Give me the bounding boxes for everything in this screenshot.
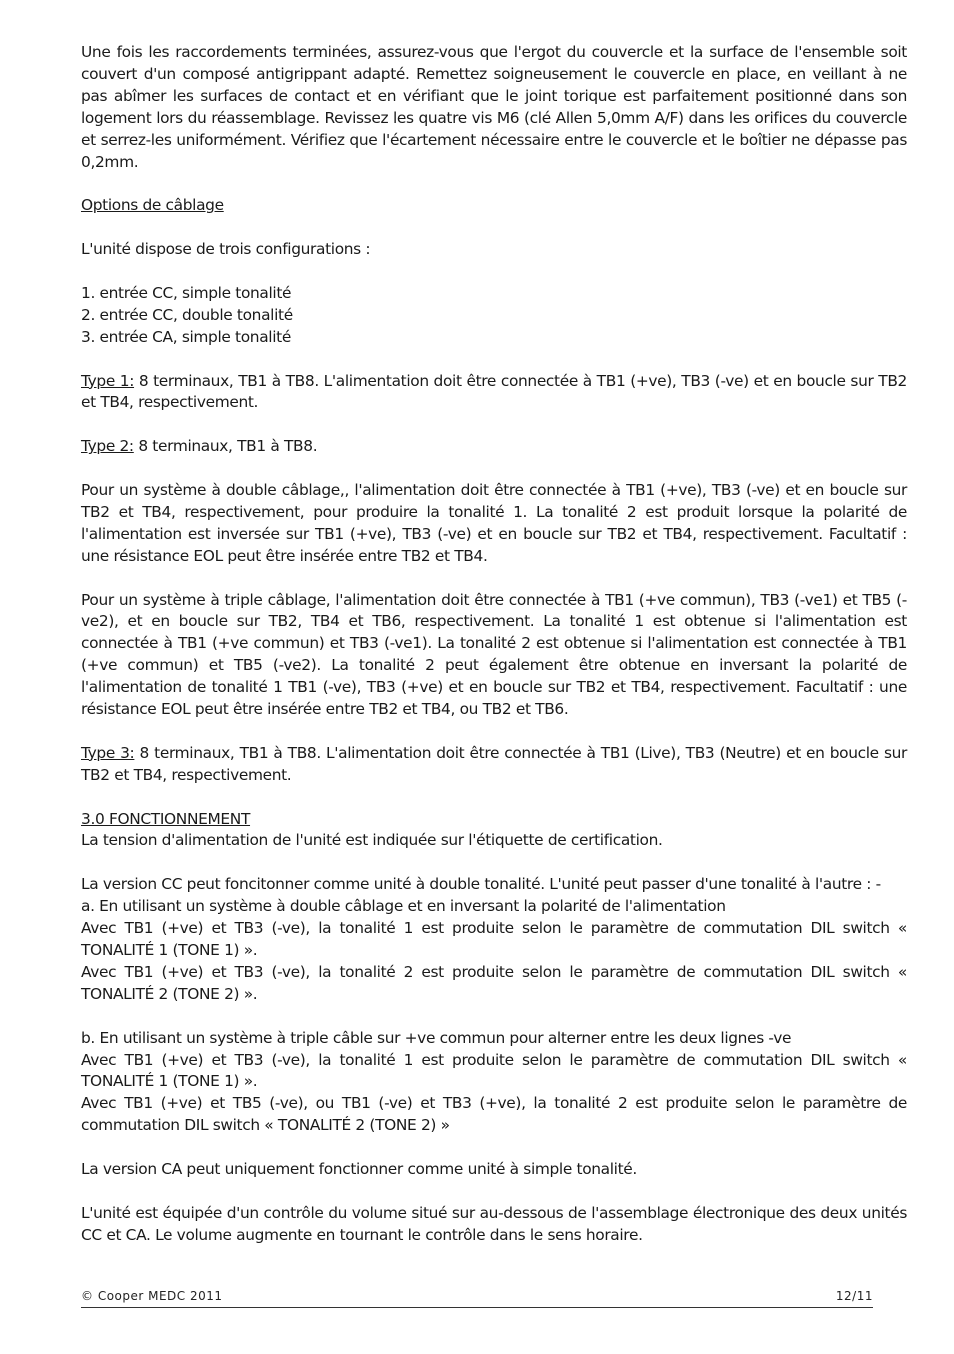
type2-text: 8 terminaux, TB1 à TB8.: [133, 437, 318, 456]
config-item-1: 1. entrée CC, simple tonalité: [81, 283, 292, 302]
type1-label: Type 1:: [81, 371, 135, 390]
option-b-block: [81, 1028, 907, 1138]
config-item-2: 2. entrée CC, double tonalité: [81, 305, 293, 324]
type3-text: 8 terminaux, TB1 à TB8. L'alimentation doit être connectée à TB1 (Live), TB3 (Neutre) et en boucle sur TB2 et TB4, respectivement.: [81, 743, 907, 784]
footer-divider: [81, 1307, 873, 1308]
footer-page-ref: 12/11: [835, 1289, 873, 1303]
config-item-3: 3. entrée CA, simple tonalité: [81, 327, 291, 346]
option-a-line: a. En utilisant un système à double câblage et en inversant la polarité de l'alimentation: [81, 897, 726, 916]
ca-version-paragraph: La version CA peut uniquement fonctionner comme unité à simple tonalité.: [81, 1160, 637, 1179]
option-b-line: b. En utilisant un système à triple câble sur +ve commun pour alterner entre les deux lignes -ve: [81, 1028, 792, 1047]
fonctionnement-heading: [81, 809, 907, 831]
tension-paragraph: La tension d'alimentation de l'unité est indiquée sur l'étiquette de certification.: [81, 831, 663, 850]
volume-paragraph: L'unité est équipée d'un contrôle du volume situé sur au-dessous de l'assemblage électronique des deux unités CC et CA. Le volume augmente en tournant le contrôle dans le sens horaire.: [81, 1203, 907, 1244]
type2-paragraph: [81, 436, 907, 458]
document-body: [81, 42, 907, 1269]
config-list: [81, 283, 907, 349]
configs-intro: L'unité dispose de trois configurations :: [81, 240, 371, 259]
type3-label: Type 3:: [81, 743, 135, 762]
type2-label: Type 2:: [81, 437, 134, 456]
intro-paragraph: Une fois les raccordements terminées, assurez-vous que l'ergot du couvercle et la surface de l'ensemble soit couvert d'un composé antigrippant adapté. Remettez soigneusement le couvercle en place, en veillant à ne pas abîmer les surfaces de contact et en vérifiant que le joint torique est parfaitement positionné dans son logement lors du réassemblage. Revissez les quatre vis M6 (clé Allen 5,0mm A/F) dans les orifices du couvercle et serrez-les uniformément. Vérifiez que l'écartement nécessaire entre le couvercle et le boîtier ne dépasse pas 0,2mm.: [81, 43, 907, 171]
triple-cablage-paragraph: Pour un système à triple câblage, l'alimentation doit être connectée à TB1 (+ve commun), TB3 (-ve1) et TB5 (-ve2), et en boucle sur TB2, TB4 et TB6, respectivement. La tonalité 1 est obtenue si l'alimentation est connectée à TB1 (+ve commun) et TB3 (-ve1). La tonalité 2 est obtenue si l'alimentation est connectée à TB1 (+ve commun) et TB5 (-ve2). La tonalité 2 peut également être obtenue en inversant la polarité de l'alimentation de tonalité 1 TB1 (-ve), TB3 (+ve) et en boucle sur TB2 et TB4, respectivement. Facultatif : une résistance EOL peut être insérée entre TB2 et TB4, ou TB2 et TB6.: [81, 590, 907, 719]
option-a-tone1: Avec TB1 (+ve) et TB3 (-ve), la tonalité 1 est produite selon le paramètre de commutation DIL switch « TONALITÉ 1 (TONE 1) ».: [81, 919, 907, 959]
type1-paragraph: [81, 371, 907, 415]
cc-version-line: La version CC peut foncitonner comme unité à double tonalité. L'unité peut passer d'une tonalité à l'autre : -: [81, 875, 881, 894]
options-heading: [81, 195, 907, 217]
option-b-tone1: Avec TB1 (+ve) et TB3 (-ve), la tonalité 1 est produite selon le paramètre de commutation DIL switch « TONALITÉ 1 (TONE 1) ».: [81, 1050, 907, 1091]
double-cablage-paragraph: Pour un système à double câblage,, l'alimentation doit être connectée à TB1 (+ve), TB3 (-ve) et en boucle sur TB2 et TB4, respectivement, pour produire la tonalité 1. La tonalité 2 est produit lorsque la polarité de l'alimentation est inversée sur TB1 (+ve), TB3 (-ve) et en boucle sur TB2 et TB4, respectivement. Facultatif : une résistance EOL peut être insérée entre TB2 et TB4.: [81, 481, 907, 565]
option-b-tone2: Avec TB1 (+ve) et TB5 (-ve), ou TB1 (-ve) et TB3 (+ve), la tonalité 2 est produite selon le paramètre de commutation DIL switch « TONALITÉ 2 (TONE 2) »: [81, 1094, 907, 1135]
options-heading-text: Options de câblage: [81, 196, 224, 215]
footer-copyright: © Cooper MEDC 2011: [81, 1289, 223, 1303]
type3-paragraph: [81, 743, 907, 787]
cc-version-block: [81, 874, 907, 1005]
fonctionnement-heading-text: 3.0 FONCTIONNEMENT: [81, 809, 251, 828]
type1-text: 8 terminaux, TB1 à TB8. L'alimentation doit être connectée à TB1 (+ve), TB3 (-ve) et en boucle sur TB2 et TB4, respectivement.: [81, 371, 907, 412]
option-a-tone2: Avec TB1 (+ve) et TB3 (-ve), la tonalité 2 est produite selon le paramètre de commutation DIL switch « TONALITÉ 2 (TONE 2) ».: [81, 962, 907, 1003]
